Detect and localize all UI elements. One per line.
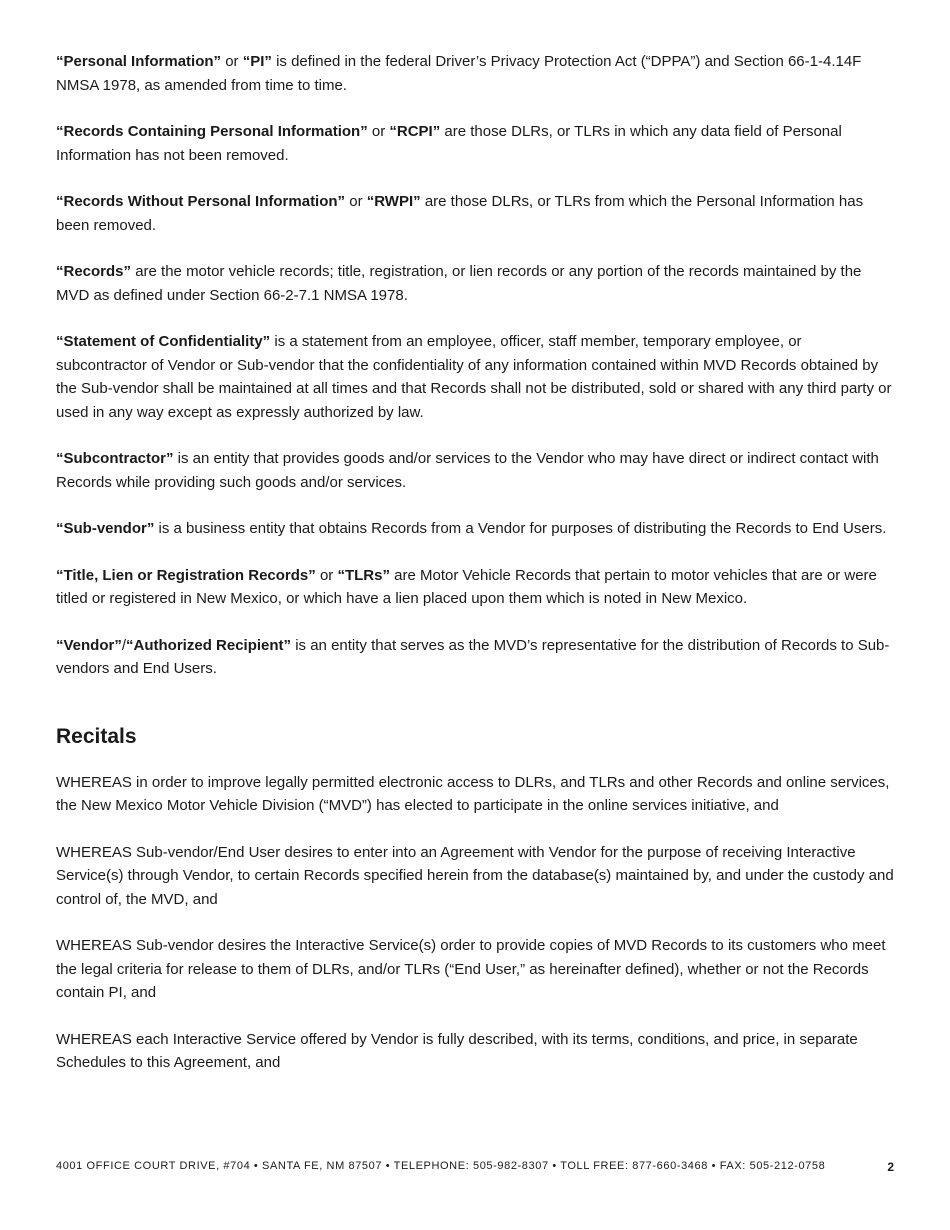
definition-vendor: “Vendor”/“Authorized Recipient” is an entity that serves as the MVD’s representative for the distribution of Records to Sub-vendors and End Users. — [56, 636, 890, 677]
definition-text: are those DLRs, or TLRs from which the Personal Information has been removed. — [56, 193, 864, 234]
document-body — [56, 50, 894, 1098]
definition-rcpi: “Records Containing Personal Information” or “RCPI” are those DLRs, or TLRs in which any data field of Personal Information has not been removed. — [56, 123, 842, 164]
page-footer — [56, 1160, 894, 1172]
definition-term: “Records Without Personal Information” — [56, 193, 346, 210]
definition-term: “Personal Information” — [56, 53, 222, 70]
definition-text: is an entity that serves as the MVD’s representative for the distribution of Records to Sub-vendors and End Users. — [56, 636, 890, 677]
definition-alt-term: “Authorized Recipient” — [126, 636, 292, 654]
definition-tlrs: “Title, Lien or Registration Records” or “TLRs” are Motor Vehicle Records that pertain to motor vehicles that are or were titled or registered in New Mexico, or which have a lien placed upon them which is noted in New Mexico. — [56, 566, 877, 607]
definition-alt-term: “PI” — [242, 53, 272, 70]
definition-term: “Sub-vendor” — [56, 520, 155, 537]
footer-address: 4001 OFFICE COURT DRIVE, #704 • SANTA FE, NM 87507 • TELEPHONE: 505-982-8307 • TOLL FREE: 877-660-3468 • FAX: 505-212-0758 — [56, 1160, 826, 1172]
definition-text: is defined in the federal Driver’s Privacy Protection Act (“DPPA”) and Section 66-1-4.14F NMSA 1978, as amended from time to time. — [56, 53, 862, 94]
definition-personal-information: “Personal Information” or “PI” is defined in the federal Driver’s Privacy Protection Act (“DPPA”) and Section 66-1-4.14F NMSA 1978, as amended from time to time. — [56, 53, 862, 94]
recital-paragraph: WHEREAS Sub-vendor/End User desires to enter into an Agreement with Vendor for the purpose of receiving Interactive Service(s) through Vendor, to certain Records specified herein from the database(s) maintained by, and under the custody and control of, the MVD, and — [56, 843, 894, 908]
definition-text: are the motor vehicle records; title, registration, or lien records or any portion of the records maintained by the MVD as defined under Section 66-2-7.1 NMSA 1978. — [56, 263, 862, 304]
definition-rwpi: “Records Without Personal Information” or “RWPI” are those DLRs, or TLRs from which the Personal Information has been removed. — [56, 193, 864, 234]
definition-alt-term: “TLRs” — [337, 566, 390, 584]
definition-term: “Records” — [56, 263, 132, 280]
definition-text: are those DLRs, or TLRs in which any data field of Personal Information has not been removed. — [56, 123, 842, 164]
definition-text: is a statement from an employee, officer, staff member, temporary employee, or subcontractor of Vendor or Sub-vendor that the confidentiality of any information contained within MVD Records obtained by the Sub-vendor shall be maintained at all times and that Records shall not be distributed, sold or shared with any third party or used in any way except as expressly authorized by law. — [56, 333, 892, 421]
recital-paragraph: WHEREAS in order to improve legally permitted electronic access to DLRs, and TLRs and other Records and online services, the New Mexico Motor Vehicle Division (“MVD”) has elected to participate in the online services initiative, and — [56, 773, 890, 814]
definition-sub-vendor — [56, 517, 894, 541]
definition-alt-term: “RCPI” — [389, 123, 441, 140]
recital-paragraph: WHEREAS Sub-vendor desires the Interactive Service(s) order to provide copies of MVD Records to its customers who meet the legal criteria for release to them of DLRs, and/or TLRs (“End User,” as hereinafter defined), whether or not the Records contain PI, and — [56, 937, 886, 1001]
definition-term: “Statement of Confidentiality” — [56, 333, 271, 350]
definition-text: is an entity that provides goods and/or services to the Vendor who may have direct or indirect contact with Records while providing such goods and/or services. — [56, 450, 879, 491]
definition-records — [56, 260, 894, 307]
definition-alt-term: “RWPI” — [366, 193, 421, 210]
definition-statement-of-confidentiality — [56, 330, 894, 424]
definition-term: “Subcontractor” — [56, 450, 174, 467]
definition-text: are Motor Vehicle Records that pertain to motor vehicles that are or were titled or registered in New Mexico, or which have a lien placed upon them which is noted in New Mexico. — [56, 566, 877, 607]
page-number: 2 — [887, 1160, 894, 1174]
definition-text: is a business entity that obtains Records from a Vendor for purposes of distributing the Records to End Users. — [154, 520, 887, 537]
definition-term: “Title, Lien or Registration Records” — [56, 566, 316, 584]
definition-term: “Records Containing Personal Information” — [56, 123, 368, 140]
recital-paragraph: WHEREAS each Interactive Service offered by Vendor is fully described, with its terms, conditions, and price, in separate Schedules to this Agreement, and — [56, 1030, 858, 1071]
definition-subcontractor — [56, 447, 894, 494]
definition-term: “Vendor” — [56, 636, 122, 654]
recitals-heading: Recitals — [56, 724, 137, 748]
